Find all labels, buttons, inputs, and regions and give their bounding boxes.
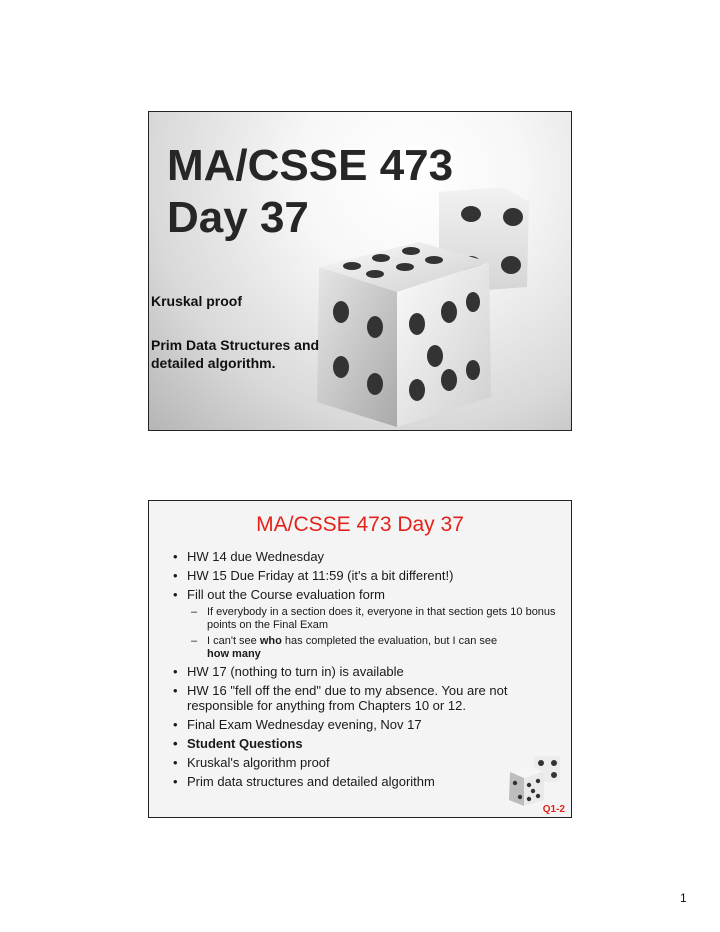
agenda-item: • Prim data structures and detailed algorithm (171, 774, 571, 789)
title-line-2: Day 37 (167, 193, 309, 242)
agenda-item: • HW 17 (nothing to turn in) is available (171, 664, 571, 679)
agenda-item: • Final Exam Wednesday evening, Nov 17 (171, 717, 571, 732)
agenda-item: • Student Questions (171, 736, 571, 751)
subitem-text: I can't see (207, 635, 260, 647)
question-label: Q1-2 (542, 804, 565, 815)
small-dice-image (504, 754, 564, 809)
agenda-item: • HW 14 due Wednesday (171, 549, 571, 564)
agenda-subitem (171, 635, 571, 661)
subtitle-prim: Prim Data Structures and detailed algorithm. (151, 337, 320, 371)
agenda-item: • Kruskal's algorithm proof (171, 755, 571, 770)
subitem-bold-who: who (259, 635, 282, 647)
page-number: 1 (680, 891, 687, 905)
subitem-bold-how-many: how many (207, 648, 261, 660)
title-line-1: MA/CSSE 473 (167, 141, 454, 190)
agenda-item: • HW 15 Due Friday at 11:59 (it's a bit different!) (171, 568, 571, 583)
agenda-slide (148, 500, 572, 818)
subitem-text: has completed the evaluation, but I can see (281, 635, 498, 647)
agenda-title: MA/CSSE 473 Day 37 (256, 513, 464, 536)
agenda-subitem: – If everybody in a section does it, everyone in that section gets 10 bonus points on the Final Exam (171, 606, 571, 632)
slide-title (167, 140, 453, 244)
agenda-item: • Fill out the Course evaluation form (171, 587, 571, 602)
agenda-item: • HW 16 "fell off the end" due to my absence. You are not responsible for anything from Chapters 10 or 12. (171, 683, 571, 713)
title-slide (148, 111, 572, 431)
subtitle-kruskal: Kruskal proof (151, 293, 243, 309)
